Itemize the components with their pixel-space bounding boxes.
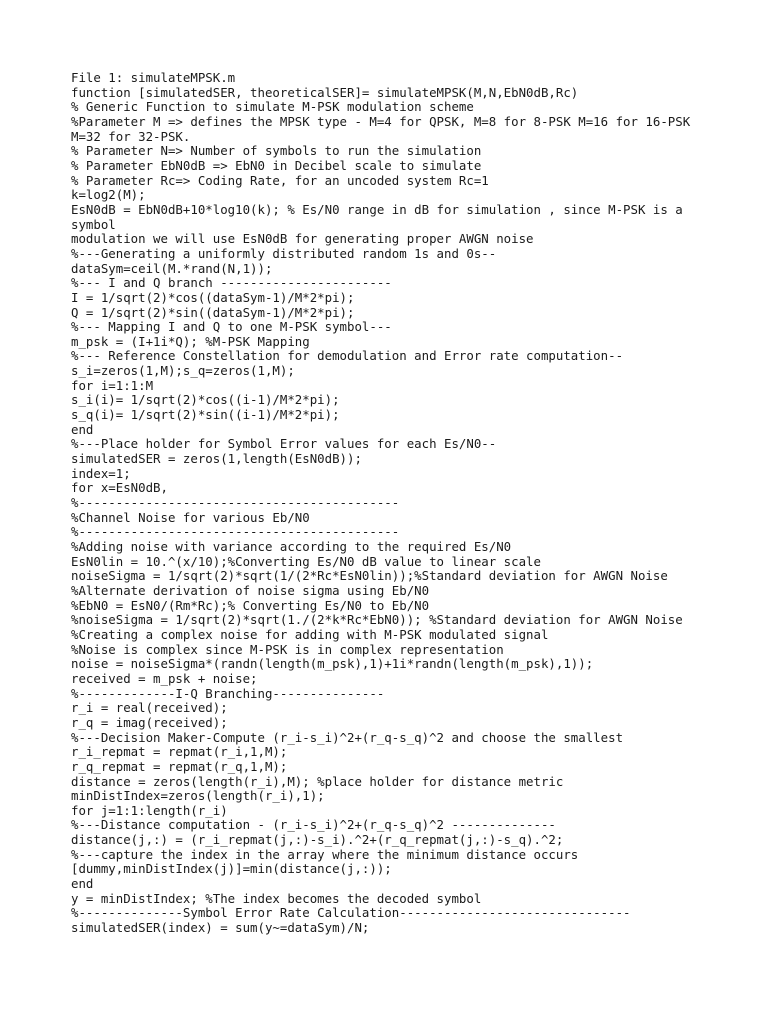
code-line: distance(j,:) = (r_i_repmat(j,:)-s_i).^2+(r_q_repmat(j,:)-s_q).^2; <box>71 832 564 848</box>
code-line: %noiseSigma = 1/sqrt(2)*sqrt(1./(2*k*Rc*EbN0)); %Standard deviation for AWGN Noise <box>71 612 683 628</box>
code-line: M=32 for 32-PSK. <box>71 128 191 144</box>
code-line: [dummy,minDistIndex(j)]=min(distance(j,:)); <box>71 861 392 877</box>
code-line: noiseSigma = 1/sqrt(2)*sqrt(1/(2*Rc*EsN0lin));%Standard deviation for AWGN Noise <box>71 568 668 584</box>
code-line: minDistIndex=zeros(length(r_i),1); <box>71 788 325 804</box>
code-line: symbol <box>71 216 116 232</box>
code-line: %--- Reference Constellation for demodulation and Error rate computation-- <box>71 348 624 364</box>
code-line: %-------------I-Q Branching--------------- <box>71 685 385 701</box>
code-line: %--- I and Q branch ----------------------- <box>71 275 392 291</box>
code-line: s_i(i)= 1/sqrt(2)*cos((i-1)/M*2*pi); <box>71 392 340 408</box>
code-line: r_q = imag(received); <box>71 714 228 730</box>
code-line: simulatedSER(index) = sum(y~=dataSym)/N; <box>71 920 370 936</box>
code-line: EsN0dB = EbN0dB+10*log10(k); % Es/N0 range in dB for simulation , since M-PSK is a <box>71 201 683 217</box>
code-line: %---Decision Maker-Compute (r_i-s_i)^2+(r_q-s_q)^2 and choose the smallest <box>71 729 624 745</box>
code-line: %------------------------------------------- <box>71 495 400 511</box>
code-line: for j=1:1:length(r_i) <box>71 802 228 818</box>
code-line: %Noise is complex since M-PSK is in complex representation <box>71 641 504 657</box>
code-line: EsN0lin = 10.^(x/10);%Converting Es/N0 dB value to linear scale <box>71 553 541 569</box>
code-line: s_q(i)= 1/sqrt(2)*sin((i-1)/M*2*pi); <box>71 407 340 423</box>
code-line: r_i_repmat = repmat(r_i,1,M); <box>71 744 288 760</box>
code-line: modulation we will use EsN0dB for generating proper AWGN noise <box>71 231 534 247</box>
code-line: end <box>71 876 94 892</box>
code-line: %Creating a complex noise for adding with M-PSK modulated signal <box>71 626 549 642</box>
code-line: %EbN0 = EsN0/(Rm*Rc);% Converting Es/N0 to Eb/N0 <box>71 597 430 613</box>
code-line: %Parameter M => defines the MPSK type - M=4 for QPSK, M=8 for 8-PSK M=16 for 16-PSK <box>71 113 691 129</box>
code-line: %Alternate derivation of noise sigma using Eb/N0 <box>71 582 430 598</box>
code-line: r_i = real(received); <box>71 700 228 716</box>
code-line: r_q_repmat = repmat(r_q,1,M); <box>71 758 288 774</box>
code-line: function [simulatedSER, theoreticalSER]= simulateMPSK(M,N,EbN0dB,Rc) <box>71 84 579 100</box>
code-line: s_i=zeros(1,M);s_q=zeros(1,M); <box>71 363 295 379</box>
code-line: simulatedSER = zeros(1,length(EsN0dB)); <box>71 451 362 467</box>
code-line: Q = 1/sqrt(2)*sin((dataSym-1)/M*2*pi); <box>71 304 355 320</box>
code-line: %---Generating a uniformly distributed random 1s and 0s-- <box>71 245 497 261</box>
code-line: end <box>71 421 94 437</box>
code-line: % Parameter EbN0dB => EbN0 in Decibel scale to simulate <box>71 157 482 173</box>
code-line: % Parameter Rc=> Coding Rate, for an uncoded system Rc=1 <box>71 172 489 188</box>
code-line: %--- Mapping I and Q to one M-PSK symbol--- <box>71 319 392 335</box>
matlab-code-listing <box>71 71 711 936</box>
code-line: for x=EsN0dB, <box>71 480 168 496</box>
code-line: m_psk = (I+1i*Q); %M-PSK Mapping <box>71 333 310 349</box>
code-line: dataSym=ceil(M.*rand(N,1)); <box>71 260 273 276</box>
code-line: %------------------------------------------- <box>71 524 400 540</box>
code-line: %---capture the index in the array where the minimum distance occurs <box>71 846 579 862</box>
code-line: %---Place holder for Symbol Error values for each Es/N0-- <box>71 436 497 452</box>
code-line: I = 1/sqrt(2)*cos((dataSym-1)/M*2*pi); <box>71 289 355 305</box>
code-line: %Channel Noise for various Eb/N0 <box>71 509 310 525</box>
code-line: index=1; <box>71 465 131 481</box>
code-line: % Parameter N=> Number of symbols to run the simulation <box>71 143 482 159</box>
code-line: distance = zeros(length(r_i),M); %place holder for distance metric <box>71 773 564 789</box>
code-line: %---Distance computation - (r_i-s_i)^2+(r_q-s_q)^2 -------------- <box>71 817 556 833</box>
code-line: for i=1:1:M <box>71 377 154 393</box>
code-line: %Adding noise with variance according to the required Es/N0 <box>71 539 512 554</box>
code-line: %--------------Symbol Error Rate Calculation------------------------------- <box>71 905 631 921</box>
code-line: received = m_psk + noise; <box>71 670 258 686</box>
code-line: k=log2(M); <box>71 187 146 203</box>
code-line: y = minDistIndex; %The index becomes the decoded symbol <box>71 890 482 906</box>
code-line: % Generic Function to simulate M-PSK modulation scheme <box>71 99 474 115</box>
code-line: noise = noiseSigma*(randn(length(m_psk),1)+1i*randn(length(m_psk),1)); <box>71 656 594 672</box>
code-line: File 1: simulateMPSK.m <box>71 70 236 85</box>
